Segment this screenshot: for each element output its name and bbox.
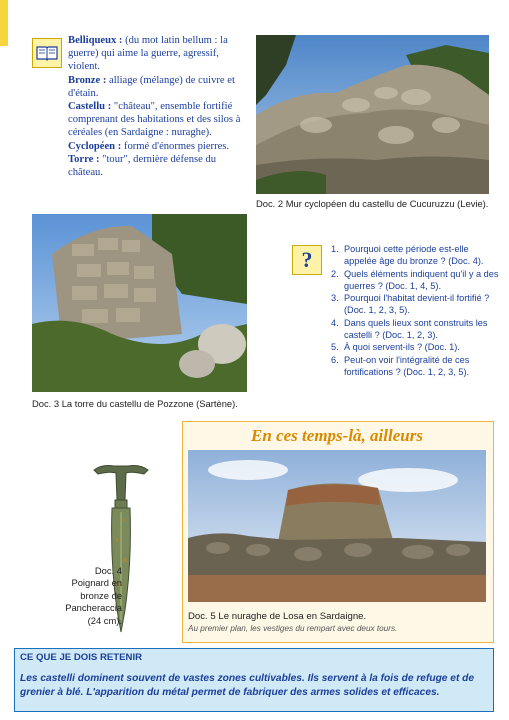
question-text: Peut-on voir l'intégralité de ces fortifications ? (Doc. 1, 2, 3, 5). — [344, 354, 470, 377]
doc5-photo — [188, 450, 486, 602]
glossary — [68, 34, 253, 179]
doc4-caption-line: bronze de — [80, 589, 122, 601]
page-edge-strip — [0, 0, 8, 46]
question-number: 5. — [331, 342, 339, 353]
retenir-title: CE QUE JE DOIS RETENIR — [20, 652, 143, 663]
doc2-caption: Doc. 2 Mur cyclopéen du castellu de Cucuruzzu (Levie). — [256, 198, 489, 209]
glossary-entry — [68, 153, 253, 179]
doc5-caption: Doc. 5 Le nuraghe de Losa en Sardaigne. — [188, 611, 367, 622]
ailleurs-title: En ces temps-là, ailleurs — [251, 426, 423, 445]
glossary-definition: "château", ensemble fortifié comprenant des habitations et des silos à céréales (en Sardaigne : nuraghe). — [68, 101, 241, 139]
retenir-text: Les castelli dominent souvent de vastes zones cultivables. Ils servent à la fois de refuge et de grenier à blé. L'apparition du métal permet de fabriquer des armes solides et efficaces. — [20, 673, 475, 698]
doc3-photo — [32, 214, 247, 392]
question-item — [331, 341, 501, 353]
question-item — [331, 292, 501, 317]
doc5-subcaption: Au premier plan, les vestiges du rempart avec deux tours. — [188, 624, 398, 633]
glossary-term: Castellu : — [68, 101, 112, 113]
question-item — [331, 354, 501, 379]
glossary-definition: formé d'énormes pierres. — [121, 140, 230, 152]
question-number: 4. — [331, 317, 339, 328]
question-number: 1. — [331, 244, 339, 254]
question-item — [331, 243, 501, 268]
question-number: 3. — [331, 293, 339, 304]
question-text: Pourquoi l'habitat devient-il fortifié ? (Doc. 1, 2, 3, 5). — [344, 293, 490, 316]
question-text: Dans quels lieux sont construits les castelli ? (Doc. 1, 2, 3). — [344, 317, 488, 341]
question-item — [331, 317, 501, 342]
book-icon — [32, 38, 62, 68]
doc2-photo — [256, 35, 489, 194]
glossary-definition: (du mot latin bellum : la guerre) qui aime la guerre, agressif, violent. — [68, 35, 228, 73]
glossary-term: Bronze : — [68, 74, 107, 86]
question-icon: ? — [292, 245, 322, 275]
questions-list — [331, 243, 501, 378]
question-text: À quoi servent-ils ? (Doc. 1). — [344, 342, 460, 353]
question-text: Pourquoi cette période est-elle appelée âge du bronze ? (Doc. 4). — [344, 244, 484, 267]
question-item — [331, 268, 501, 293]
glossary-entry — [68, 74, 253, 100]
glossary-term: Belliqueux : — [68, 35, 123, 46]
doc4-caption-line: Doc. 4 — [94, 565, 122, 576]
doc4-caption — [50, 565, 122, 627]
doc4-caption-line: Pancheraccia — [65, 602, 122, 614]
doc4-caption-line: (24 cm). — [87, 614, 122, 626]
question-number: 2. — [331, 268, 339, 279]
doc4-caption-line: Poignard en — [71, 577, 122, 589]
glossary-term: Torre : — [68, 153, 100, 165]
glossary-entry — [68, 100, 253, 140]
glossary-entry — [68, 140, 253, 153]
glossary-entry — [68, 34, 253, 74]
doc3-caption: Doc. 3 La torre du castellu de Pozzone (Sartène). — [32, 398, 238, 409]
question-number: 6. — [331, 354, 339, 365]
glossary-definition: "tour", dernière défense du château. — [68, 153, 217, 179]
question-text: Quels éléments indiquent qu'il y a des guerres ? (Doc. 1, 4, 5). — [344, 268, 499, 291]
glossary-term: Cyclopéen : — [68, 140, 122, 152]
glossary-definition: alliage (mélange) de cuivre et d'étain. — [68, 74, 235, 99]
